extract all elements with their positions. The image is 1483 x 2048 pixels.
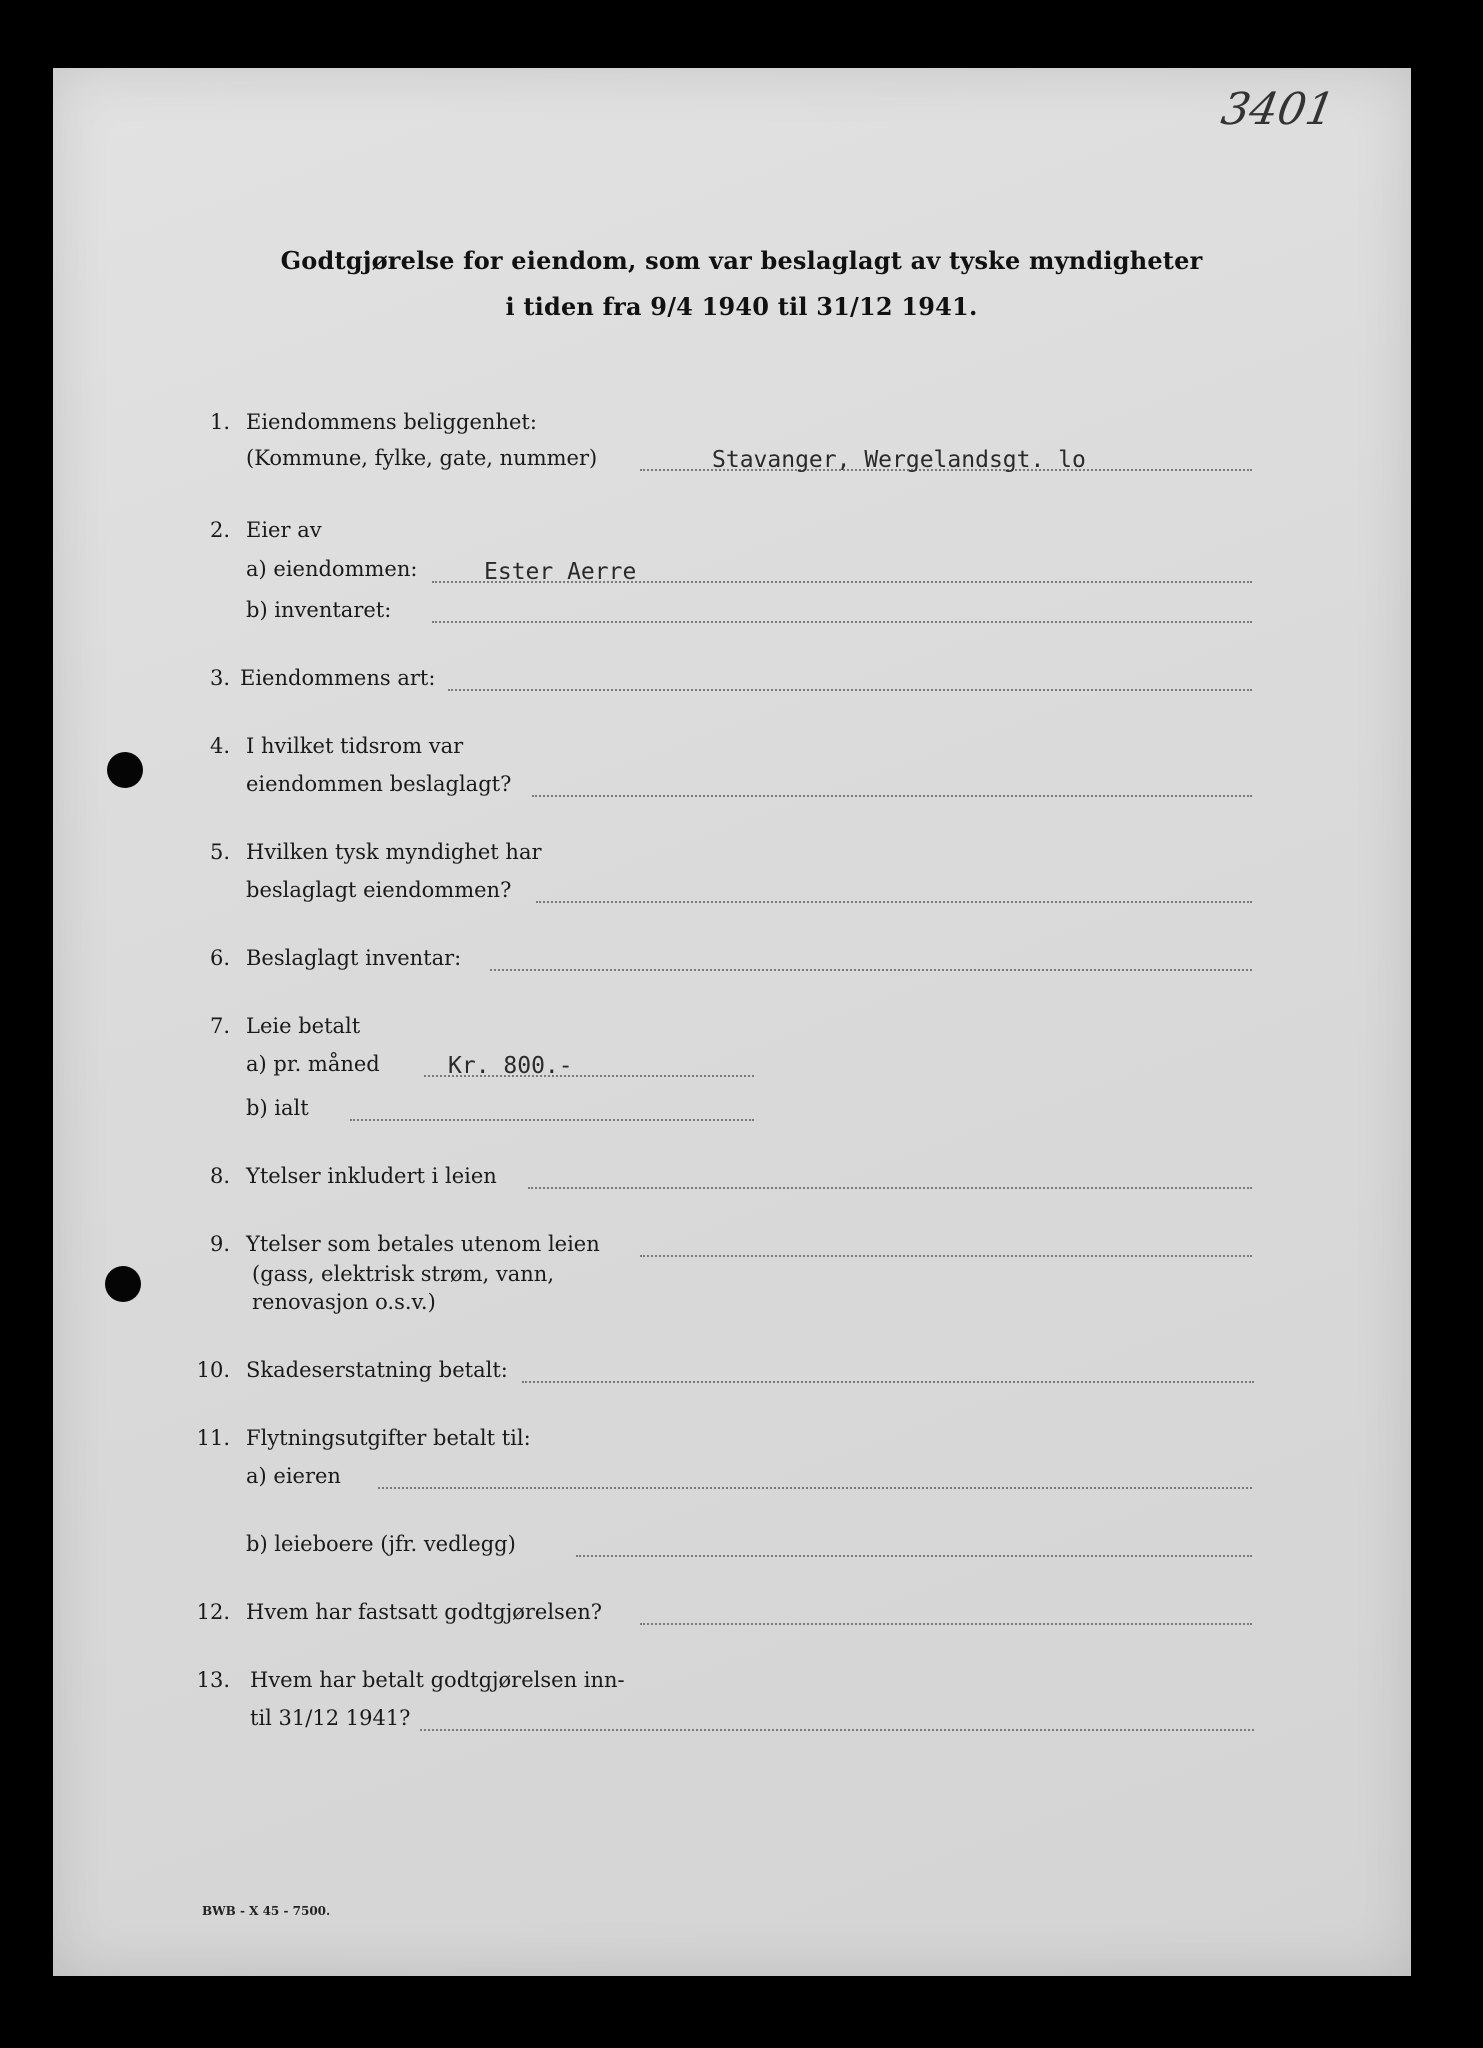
item-1-sublabel: (Kommune, fylke, gate, nummer) xyxy=(246,446,598,470)
item-8-field-line xyxy=(528,1187,1252,1189)
item-3-number: 3. xyxy=(209,666,230,690)
item-13-label: Hvem har betalt godtgjørelsen inn- xyxy=(250,1668,625,1692)
item-9-field-line xyxy=(640,1255,1252,1257)
item-2a-value: Ester Aerre xyxy=(484,559,637,585)
item-11b-label: b) leieboere (jfr. vedlegg) xyxy=(246,1532,516,1556)
title-line-2: i tiden fra 9/4 1940 til 31/12 1941. xyxy=(505,292,978,321)
title-line-1: Godtgjørelse for eiendom, som var beslaglagt av tyske myndigheter xyxy=(280,246,1203,275)
item-5-field-line xyxy=(536,901,1252,903)
item-6-label: Beslaglagt inventar: xyxy=(246,946,462,970)
item-10-label: Skadeserstatning betalt: xyxy=(246,1358,508,1382)
item-13-field-line xyxy=(420,1729,1254,1731)
item-2b-label: b) inventaret: xyxy=(246,598,392,622)
item-7b-label: b) ialt xyxy=(246,1096,309,1120)
item-5-sublabel: beslaglagt eiendommen? xyxy=(246,878,512,902)
item-2b-field-line xyxy=(432,621,1252,623)
item-12-label: Hvem har fastsatt godtgjørelsen? xyxy=(246,1600,603,1624)
item-13-number: 13. xyxy=(196,1668,230,1692)
item-1-number: 1. xyxy=(209,410,230,434)
item-7a-value: Kr. 800.- xyxy=(448,1053,573,1079)
item-4-label: I hvilket tidsrom var xyxy=(246,734,464,758)
item-2a-label: a) eiendommen: xyxy=(246,557,418,581)
item-12-number: 12. xyxy=(196,1600,230,1624)
punch-hole-bottom xyxy=(105,1266,141,1302)
item-13-sublabel: til 31/12 1941? xyxy=(250,1706,411,1730)
item-7-label: Leie betalt xyxy=(246,1014,361,1038)
item-8-number: 8. xyxy=(209,1164,230,1188)
item-1-label: Eiendommens beliggenhet: xyxy=(246,410,537,434)
item-2-number: 2. xyxy=(209,518,230,542)
item-11-number: 11. xyxy=(196,1426,230,1450)
item-11a-field-line xyxy=(378,1487,1252,1489)
item-9-label: Ytelser som betales utenom leien xyxy=(246,1232,600,1256)
page-number-handwritten: 3401 xyxy=(1217,84,1339,135)
item-1-value: Stavanger, Wergelandsgt. lo xyxy=(712,447,1086,473)
item-8-label: Ytelser inkludert i leien xyxy=(246,1164,497,1188)
item-11b-field-line xyxy=(576,1555,1252,1557)
item-12-field-line xyxy=(640,1623,1252,1625)
item-7a-label: a) pr. måned xyxy=(246,1052,380,1076)
item-11-label: Flytningsutgifter betalt til: xyxy=(246,1426,531,1450)
item-9-sublabel-1: (gass, elektrisk strøm, vann, xyxy=(252,1262,554,1286)
item-3-field-line xyxy=(448,689,1252,691)
item-6-field-line xyxy=(490,969,1252,971)
print-code-footer: BWB - X 45 - 7500. xyxy=(202,1904,331,1918)
item-9-number: 9. xyxy=(209,1232,230,1256)
item-9-sublabel-2: renovasjon o.s.v.) xyxy=(252,1290,436,1314)
item-11a-label: a) eieren xyxy=(246,1464,341,1488)
item-10-number: 10. xyxy=(196,1358,230,1382)
item-7-number: 7. xyxy=(209,1014,230,1038)
item-5-label: Hvilken tysk myndighet har xyxy=(246,840,542,864)
item-5-number: 5. xyxy=(209,840,230,864)
item-7b-field-line xyxy=(350,1119,754,1121)
item-4-number: 4. xyxy=(209,734,230,758)
item-6-number: 6. xyxy=(209,946,230,970)
punch-hole-top xyxy=(107,752,143,788)
item-3-label: Eiendommens art: xyxy=(240,666,436,690)
item-2-label: Eier av xyxy=(246,518,322,542)
item-4-field-line xyxy=(532,795,1252,797)
item-10-field-line xyxy=(522,1381,1254,1383)
item-4-sublabel: eiendommen beslaglagt? xyxy=(246,772,512,796)
